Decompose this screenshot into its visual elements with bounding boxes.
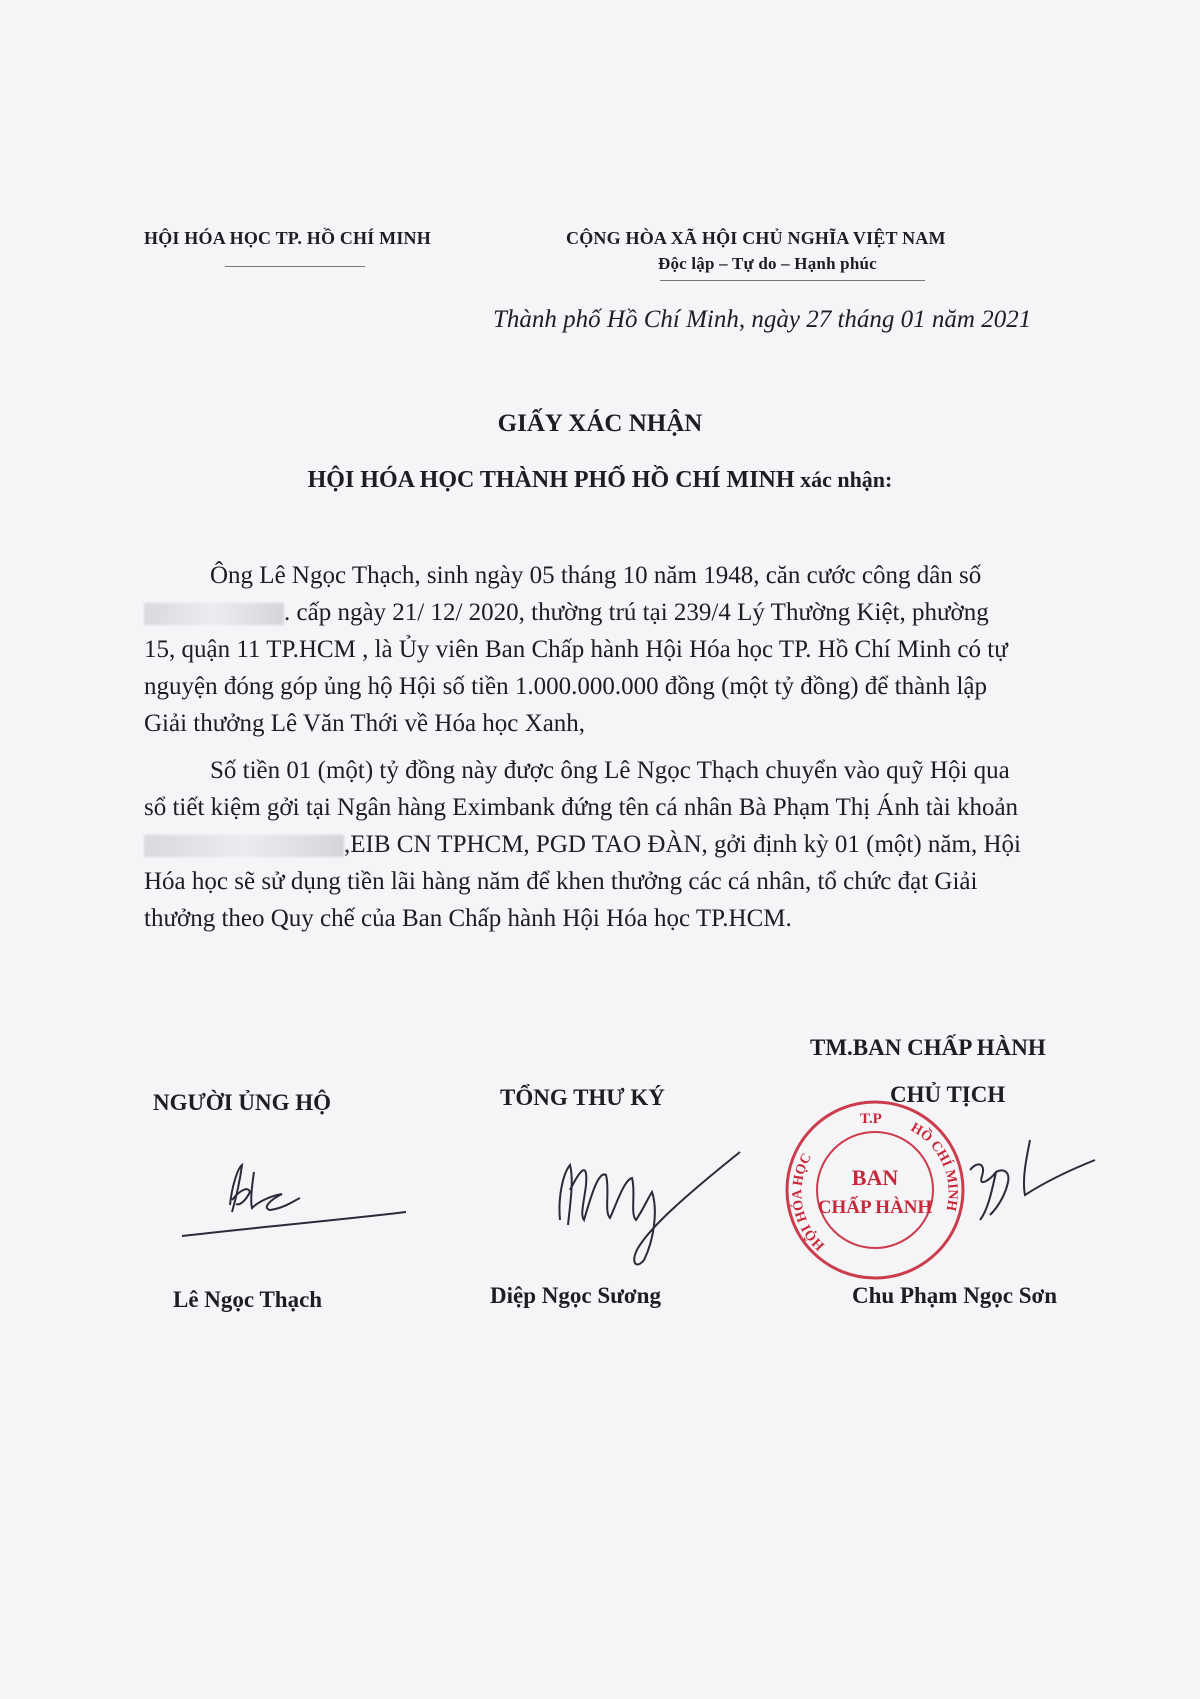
p2-line-1: Số tiền 01 (một) tỷ đồng này được ông Lê Ngọc Thạch chuyển vào quỹ Hội qua [210, 757, 1010, 784]
subtitle-org: HỘI HÓA HỌC THÀNH PHỐ HỒ CHÍ MINH [307, 467, 795, 493]
president-name: Chu Phạm Ngọc Sơn [852, 1283, 1058, 1308]
stamp-left-text: HỘI HÓA HỌC [790, 1151, 828, 1253]
donor-name: Lê Ngọc Thạch [173, 1287, 323, 1312]
president-role: CHỦ TỊCH [890, 1082, 1006, 1107]
p2-line-2: sổ tiết kiệm gởi tại Ngân hàng Eximbank đứng tên cá nhân Bà Phạm Thị Ánh tài khoản [144, 794, 1019, 821]
redacted-account-number [144, 835, 344, 857]
secretary-role: TỔNG THƯ KÝ [500, 1085, 665, 1110]
p2-line-3-text: ,EIB CN TPHCM, PGD TAO ĐÀN, gởi định kỳ 01 (một) năm, Hội [344, 831, 1021, 858]
subtitle-confirm: xác nhận: [794, 467, 893, 492]
p1-line-3: 15, quận 11 TP.HCM , là Ủy viên Ban Chấp hành Hội Hóa học TP. Hồ Chí Minh có tự [144, 636, 1008, 663]
stamp-line-1: BAN [851, 1165, 899, 1190]
org-name-left: HỘI HÓA HỌC TP. HỒ CHÍ MINH [144, 228, 431, 248]
president-signature [930, 1120, 1110, 1240]
stamp-right-text: HỒ CHÍ MINH [907, 1120, 960, 1213]
p1-line-4: nguyện đóng góp ủng hộ Hội số tiền 1.000.000.000 đồng (một tỷ đồng) để thành lập [144, 673, 987, 700]
board-label: TM.BAN CHẤP HÀNH [810, 1035, 1046, 1060]
p2-line-5: thưởng theo Quy chế của Ban Chấp hành Hội Hóa học TP.HCM. [144, 905, 792, 932]
p1-line-1: Ông Lê Ngọc Thạch, sinh ngày 05 tháng 10 năm 1948, căn cước công dân số [210, 562, 982, 589]
org-underline [225, 266, 365, 267]
secretary-signature [540, 1130, 760, 1275]
secretary-name: Diệp Ngọc Sương [490, 1283, 661, 1308]
stamp-line-2: CHẤP HÀNH [817, 1197, 933, 1218]
document-subtitle [0, 467, 1200, 494]
p1-line-5: Giải thưởng Lê Văn Thới về Hóa học Xanh, [144, 710, 586, 737]
country-name: CỘNG HÒA XÃ HỘI CHỦ NGHĨA VIỆT NAM [566, 228, 946, 248]
p2-line-3 [144, 826, 1021, 863]
document-title: GIẤY XÁC NHẬN [497, 410, 703, 437]
p1-line-2-text: . cấp ngày 21/ 12/ 2020, thường trú tại 239/4 Lý Thường Kiệt, phường [284, 599, 989, 626]
p1-line-2 [144, 594, 1104, 631]
motto-underline [660, 280, 925, 281]
donor-signature [170, 1150, 430, 1250]
donor-role: NGƯỜI ỦNG HỘ [153, 1090, 332, 1115]
p2-line-4: Hóa học sẽ sử dụng tiền lãi hàng năm để khen thưởng các cá nhân, tổ chức đạt Giải [144, 868, 978, 895]
redacted-id-number [144, 603, 284, 625]
stamp-top-text: T.P [860, 1111, 882, 1127]
national-motto: Độc lập – Tự do – Hạnh phúc [658, 254, 877, 273]
date-line: Thành phố Hồ Chí Minh, ngày 27 tháng 01 năm 2021 [493, 306, 1032, 333]
